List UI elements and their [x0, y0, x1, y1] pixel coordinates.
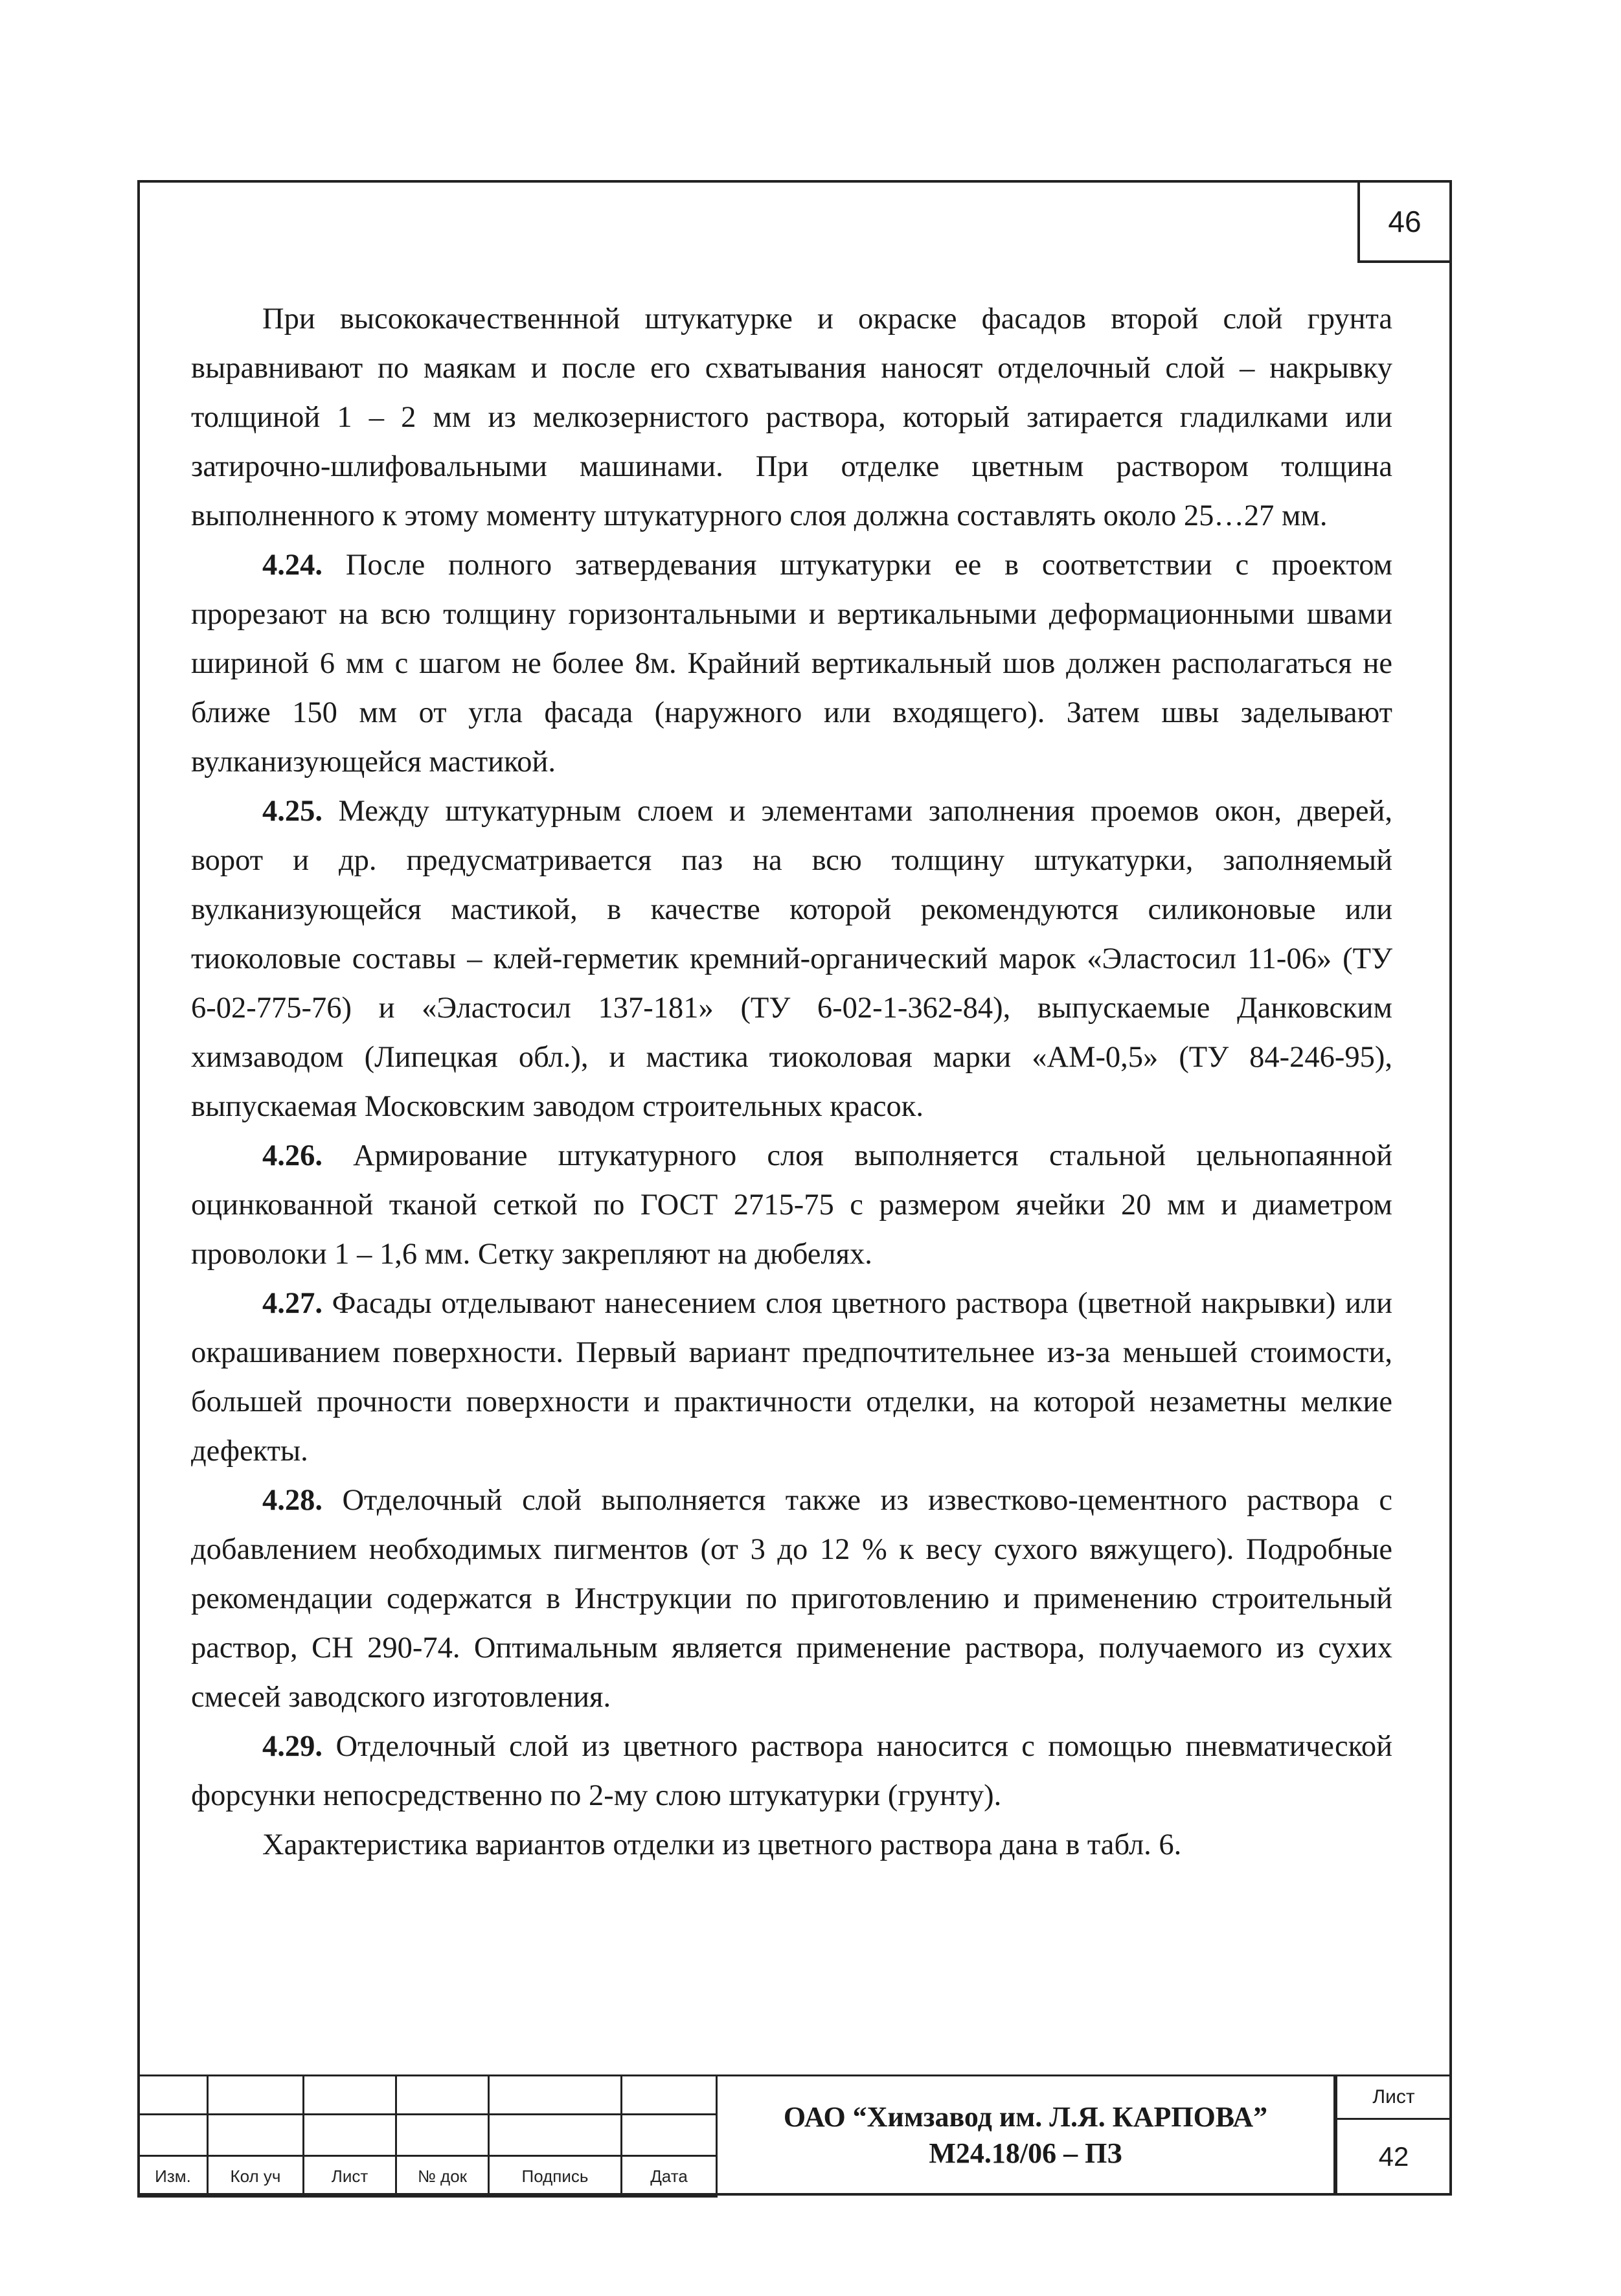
paragraph-text: Армирование штукатурного слоя выполняется стальной цельнопаянной оцинкованной тканой сеткой по ГОСТ 2715-75 с размером ячейки 20 мм и диаметром проволоки 1 – 1,6 мм. Сетку закрепляют на дюбелях.: [191, 1139, 1392, 1271]
revision-cell: [489, 2115, 622, 2156]
paragraph-4-25: [191, 787, 1392, 1131]
revision-table: [137, 2074, 718, 2198]
column-header-doc-number: № док: [396, 2156, 489, 2197]
paragraph-4-28: [191, 1476, 1392, 1722]
column-header-izm: Изм.: [139, 2156, 208, 2197]
revision-cell: [622, 2076, 717, 2115]
sheet-cell: [1335, 2074, 1452, 2196]
paragraph-text: Отделочный слой выполняется также из известково-цементного раствора с добавлением необходимых пигментов (от 3 до 12 % к весу сухого вяжущего). Подробные рекомендации содержатся в Инструкции по приготовлению и применению строительный раствор, СН 290-74. Оптимальным является применение раствора, получаемого из сухих смесей заводского изготовления.: [191, 1484, 1392, 1714]
revision-cell: [208, 2076, 304, 2115]
revision-cell: [208, 2115, 304, 2156]
paragraph-intro: [191, 295, 1392, 541]
organization-name: ОАО “Химзавод им. Л.Я. КАРПОВА”: [783, 2100, 1268, 2133]
paragraph-number: 4.29.: [262, 1730, 323, 1763]
column-header-list: Лист: [304, 2156, 396, 2197]
paragraph-number: 4.24.: [262, 549, 323, 582]
body-text: [191, 295, 1392, 1870]
paragraph-text: После полного затвердевания штукатурки ее в соответствии с проектом прорезают на всю толщину горизонтальными и вертикальными деформационными швами шириной 6 мм с шагом не более 8м. Крайний вертикальный шов должен располагаться не ближе 150 мм от угла фасада (наружного или входящего). Затем швы заделывают вулканизующейся мастикой.: [191, 549, 1392, 779]
title-block: [137, 2074, 1452, 2196]
document-code: М24.18/06 – ПЗ: [929, 2137, 1122, 2169]
paragraph-4-24: [191, 541, 1392, 787]
paragraph-4-27: [191, 1279, 1392, 1476]
paragraph-text: Фасады отделывают нанесением слоя цветного раствора (цветной накрывки) или окрашиванием поверхности. Первый вариант предпочтительнее из-за меньшей стоимости, большей прочности поверхности и практичности отделки, на которой незаметны мелкие дефекты.: [191, 1287, 1392, 1468]
paragraph-text: Между штукатурным слоем и элементами заполнения проемов окон, дверей, ворот и др. предусматривается паз на всю толщину штукатурки, заполняемый вулканизующейся мастикой, в качестве которой рекомендуются силиконовые или тиоколовые составы – клей-герметик кремний-органический марок «Эластосил 11-06» (ТУ 6-02-775-76) и «Эластосил 137-181» (ТУ 6-02-1-362-84), выпускаемые Данковским химзаводом (Липецкая обл.), и мастика тиоколовая марки «АМ-0,5» (ТУ 84-246-95), выпускаемая Московским заводом строительных красок.: [191, 795, 1392, 1123]
paragraph-number: 4.27.: [262, 1287, 323, 1320]
revision-cell: [304, 2115, 396, 2156]
paragraph-number: 4.26.: [262, 1139, 323, 1172]
revision-cell: [139, 2115, 208, 2156]
paragraph-text: Отделочный слой из цветного раствора наносится с помощью пневматической форсунки непосредственно по 2-му слою штукатурки (грунту).: [191, 1730, 1392, 1812]
paragraph-4-29: [191, 1722, 1392, 1821]
title-block-center: [716, 2074, 1335, 2196]
paragraph-text: При высококачественнной штукатурке и окраске фасадов второй слой грунта выравнивают по маякам и после его схватывания наносят отделочный слой – накрывку толщиной 1 – 2 мм из мелкозернистого раствора, который затирается гладилками или затирочно-шлифовальными машинами. При отделке цветным раствором толщина выполненного к этому моменту штукатурного слоя должна составлять около 25…27 мм.: [191, 302, 1392, 532]
paragraph-number: 4.28.: [262, 1484, 323, 1517]
revision-cell: [622, 2115, 717, 2156]
paragraph-4-26: [191, 1131, 1392, 1279]
column-header-signature: Подпись: [489, 2156, 622, 2197]
paragraph-closing: [191, 1821, 1392, 1870]
revision-cell: [396, 2076, 489, 2115]
paragraph-number: 4.25.: [262, 795, 323, 828]
revision-cell: [489, 2076, 622, 2115]
column-header-kol-uch: Кол уч: [208, 2156, 304, 2197]
revision-cell: [396, 2115, 489, 2156]
column-header-date: Дата: [622, 2156, 717, 2197]
page-number: 46: [1357, 180, 1452, 263]
revision-cell: [304, 2076, 396, 2115]
sheet-number: 42: [1335, 2118, 1452, 2196]
sheet-label: Лист: [1335, 2074, 1452, 2120]
paragraph-text: Характеристика вариантов отделки из цветного раствора дана в табл. 6.: [262, 1828, 1182, 1861]
revision-cell: [139, 2076, 208, 2115]
